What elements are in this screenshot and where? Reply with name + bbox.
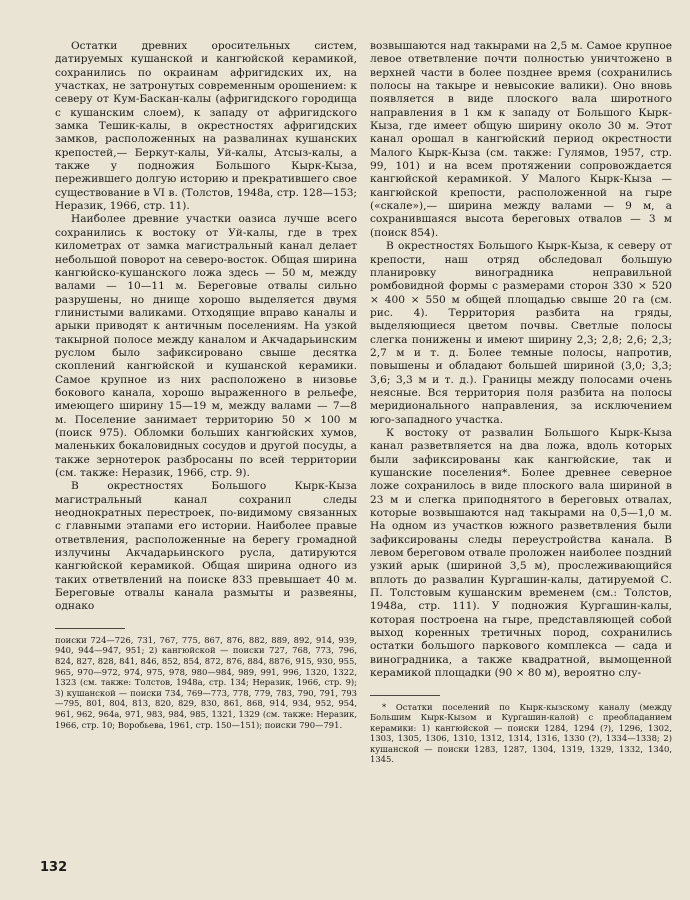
footnote-divider bbox=[370, 695, 440, 696]
paragraph: Остатки древних оросительных систем, датируемых кушанской и кангюйской керамикой, сохранились по окраинам афригидских их, на участках, не затронутых современным орошением: к северу от Кум-Баскан-калы (афригидского городища с кушанским слоем), к западу от афригидского замка Тешик-калы, в окрестностях афригидских замков, расположенных на развалинах кушанских крепостей,— Беркут-калы, Уй-калы, Атсыз-калы, а также у подножия Большого Кырк-Кыза, пережившего долгую историю и прекратившего свое существование в VI в. (Толстов, 1948а, стр. 128—153; Неразик, 1966, стр. 11). bbox=[55, 40, 357, 213]
paragraph: В окрестностях Большого Кырк-Кыза, к северу от крепости, наш отряд обследовал большую планировку виноградника неправильной ромбовидной формы с размерами сторон 330 × 520 × 400 × 550 м общей площадью свыше 20 га (см. рис. 4). Территория разбита на гряды, выделяющиеся цветом почвы. Светлые полосы слегка понижены и имеют ширину 2,3; 2,8; 2,6; 2,3; 2,7 м и т. д. Более темные полосы, напротив, повышены и обладают большей шириной (3,0; 3,3; 3,6; 3,3 м и т. д.). Границы между полосами очень неясные. Вся территория поля разбита на полосы меридионального направления, за исключением юго-западного участка. bbox=[370, 240, 672, 426]
footnote: * Остатки поселений по Кырк-кызскому каналу (между Большим Кырк-Кызом и Кургашин-калой) с преобладанием керамики: 1) кангюйской — поиски 1284, 1294 (?), 1296, 1302, 1303, 1305, 1306, 1310, 1312, 1314, 1316, 1330 (?), 1334—1338; 2) кушанской — поиски 1283, 1287, 1304, 1319, 1329, 1332, 1340, 1345. bbox=[370, 701, 672, 765]
right-column bbox=[370, 40, 672, 765]
footnote: поиски 724—726, 731, 767, 775, 867, 876, 882, 889, 892, 914, 939, 940, 944—947, 951; 2) кангюйской — поиски 727, 768, 773, 796, 824, 827, 828, 841, 846, 852, 854, 872, 876, 884, 8876, 915, 930, 955, 965, 970—972, 974, 975, 978, 980—984, 989, 991, 996, 1320, 1322, 1323 (см. также: Толстов, 1948а, стр. 134; Неразик, 1966, стр. 9); 3) кушанской — поиски 734, 769—773, 778, 779, 783, 790, 791, 793—795, 801, 804, 813, 820, 829, 830, 861, 868, 914, 934, 952, 954, 961, 962, 964а, 971, 983, 984, 985, 1321, 1329 (см. также: Неразик, 1966, стр. 10; Воробьева, 1961, стр. 150—151); поиски 790—791. bbox=[55, 634, 357, 730]
page-number: 132 bbox=[40, 860, 68, 875]
paragraph: К востоку от развалин Большого Кырк-Кыза канал разветвляется на два ложа, вдоль которых были зафиксированы как кангюйские, так и кушанские поселения*. Более древнее северное ложе сохранилось в виде плоского вала шириной в 23 м и слегка приподнятого в береговых отвалах, которые возвышаются над такырами на 0,5—1,0 м. На одном из участков южного разветвления были зафиксированы следы переустройства канала. В левом береговом отвале проложен наиболее поздний узкий арык (шириной 3,5 м), прослеживающийся вплоть до развалин Кургашин-калы, датируемой С. П. Толстовым кушанским временем (см.: Толстов, 1948а, стр. 111). У подножия Кургашин-калы, которая построена на гыре, представляющей собой выход коренных третичных пород, сохранились остатки большого паркового комплекса — сада и виноградника, а также квадратной, вымощенной керамикой площадки (90 × 80 м), вероятно слу- bbox=[370, 426, 672, 680]
footnote-divider bbox=[55, 628, 125, 629]
paragraph: В окрестностях Большого Кырк-Кыза магистральный канал сохранил следы неоднократных перестроек, по-видимому связанных с главными этапами его истории. Наиболее правые ответвления, расположенные на берегу громадной излучины Акчадарьинского русла, датируются кангюйской керамикой. Общая ширина одного из таких ответвлений на поиске 833 превышает 40 м. Береговые отвалы канала размыты и развеяны, однако bbox=[55, 480, 357, 613]
paragraph: Наиболее древние участки оазиса лучше всего сохранились к востоку от Уй-калы, где в трех километрах от замка магистральный канал делает небольшой поворот на северо-восток. Общая ширина кангюйско-кушанского ложа здесь — 50 м, между валами — 10—11 м. Береговые отвалы сильно разрушены, но днище хорошо выделяется двумя глинистыми валиками. Отходящие вправо каналы и арыки приводят к античным поселениям. На узкой такырной полосе между каналом и Акчадарьинским руслом было зафиксировано свыше десятка скоплений кангюйской и кушанской керамики. Самое крупное из них расположено в низовье бокового канала, хорошо выраженного в рельефе, имеющего ширину 15—19 м, между валами — 7—8 м. Поселение занимает территорию 50 × 100 м (поиск 975). Обломки больших кангюйских хумов, маленьких бокаловидных сосудов и другой посуды, а также зернотерок разбросаны по всей территории (см. также: Неразик, 1966, стр. 9). bbox=[55, 213, 357, 479]
left-column bbox=[55, 40, 357, 730]
paragraph: возвышаются над такырами на 2,5 м. Самое крупное левое ответвление почти полностью уничтожено в верхней части в более позднее время (сохранились полосы на такыре и невысокие валики). Оно вновь появляется в виде плоского вала широтного направления в 1 км к западу от Большого Кырк-Кыза, где имеет общую ширину около 30 м. Этот канал орошал в кангюйский период окрестности Малого Кырк-Кыза (см. также: Гулямов, 1957, стр. 99, 101) и на всем протяжении сопровождается кангюйской керамикой. У Малого Кырк-Кыза — кангюйской крепости, расположенной на гыре («скале»),— ширина между валами — 9 м, а сохранившаяся высота береговых отвалов — 3 м (поиск 854). bbox=[370, 40, 672, 239]
